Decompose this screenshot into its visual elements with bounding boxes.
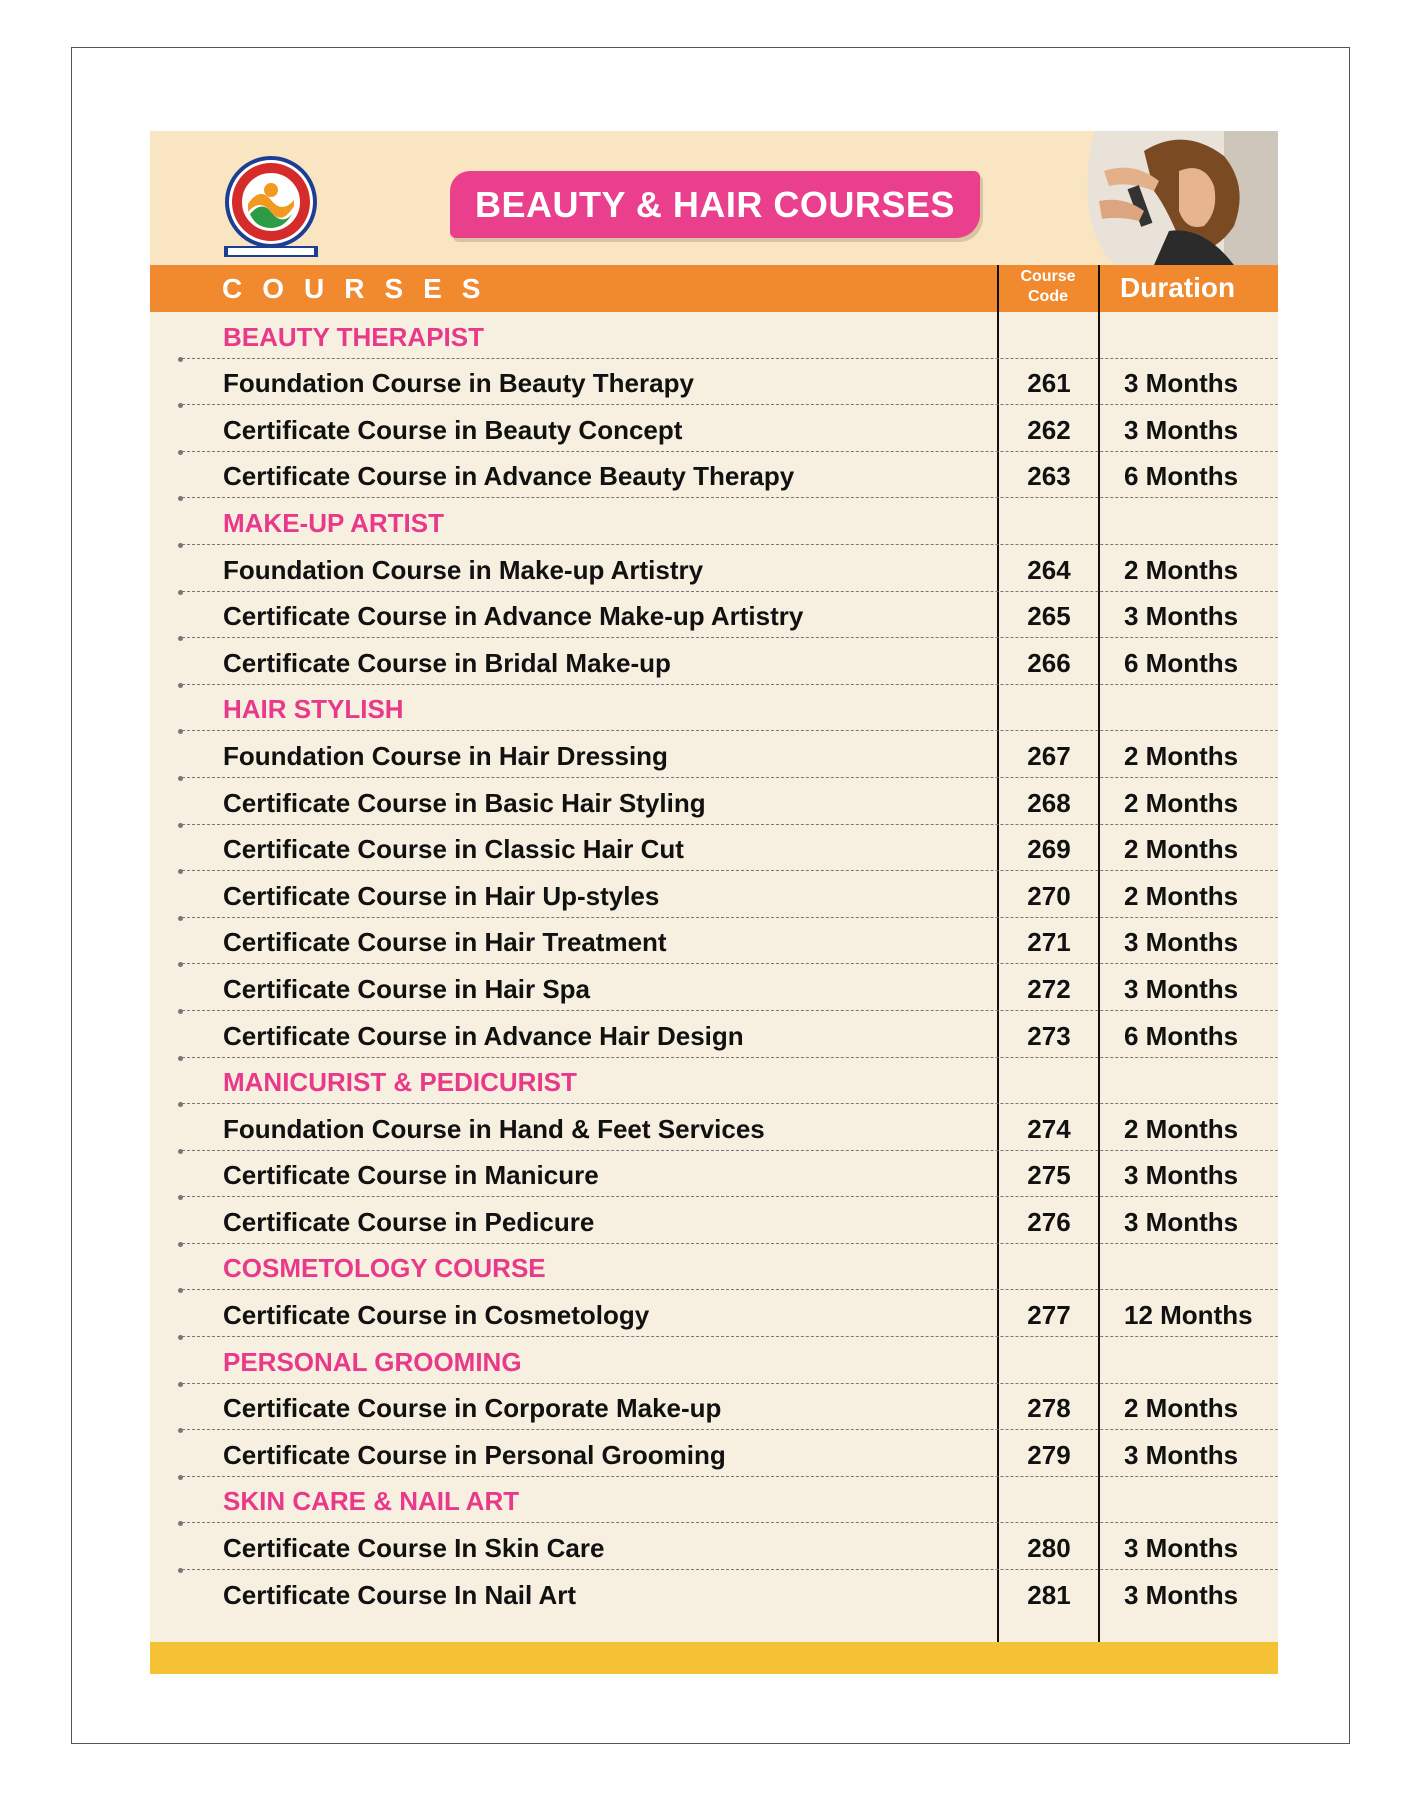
course-code: 266 — [1027, 647, 1071, 678]
footer-bar — [150, 1642, 1278, 1674]
course-code-column-header — [998, 267, 1098, 307]
category-row — [150, 1058, 1278, 1105]
course-name: Certificate Course in Hair Up-styles — [223, 880, 660, 911]
course-row — [150, 1104, 1278, 1151]
course-row — [150, 452, 1278, 499]
course-name: Certificate Course in Personal Grooming — [223, 1439, 726, 1470]
course-row — [150, 1384, 1278, 1431]
course-row — [150, 1290, 1278, 1337]
course-name: Certificate Course in Advance Make-up Artistry — [223, 601, 804, 632]
category-title: MANICURIST & PEDICURIST — [223, 1067, 577, 1098]
header — [150, 131, 1278, 265]
course-duration: 3 Months — [1124, 1160, 1239, 1191]
course-row — [150, 405, 1278, 452]
course-duration: 6 Months — [1124, 1020, 1239, 1051]
course-name: Foundation Course in Make-up Artistry — [223, 554, 704, 585]
course-duration: 3 Months — [1124, 1206, 1239, 1237]
course-name: Certificate Course in Pedicure — [223, 1206, 595, 1237]
course-code: 278 — [1027, 1393, 1071, 1424]
course-code: 264 — [1027, 554, 1071, 585]
course-list — [150, 312, 1278, 1617]
course-code: 279 — [1027, 1439, 1071, 1470]
course-name: Foundation Course in Beauty Therapy — [223, 368, 694, 399]
course-row — [150, 592, 1278, 639]
course-row — [150, 918, 1278, 965]
course-row — [150, 871, 1278, 918]
courses-column-header: COURSES — [222, 273, 501, 304]
course-row — [150, 1430, 1278, 1477]
course-code: 280 — [1027, 1533, 1071, 1564]
course-duration: 6 Months — [1124, 461, 1239, 492]
course-code: 271 — [1027, 927, 1071, 958]
course-code: 270 — [1027, 880, 1071, 911]
course-duration: 2 Months — [1124, 1113, 1239, 1144]
category-title: HAIR STYLISH — [223, 694, 404, 725]
course-row — [150, 545, 1278, 592]
category-title: MAKE-UP ARTIST — [223, 507, 444, 538]
course-name: Certificate Course in Advance Beauty Therapy — [223, 461, 795, 492]
course-code: 262 — [1027, 414, 1071, 445]
category-row — [150, 498, 1278, 545]
course-duration: 2 Months — [1124, 740, 1239, 771]
course-code: 277 — [1027, 1300, 1071, 1331]
category-row — [150, 1477, 1278, 1524]
course-row — [150, 825, 1278, 872]
course-row — [150, 1197, 1278, 1244]
course-name: Foundation Course in Hand & Feet Services — [223, 1113, 765, 1144]
course-code: 276 — [1027, 1206, 1071, 1237]
course-row — [150, 731, 1278, 778]
course-name: Certificate Course in Classic Hair Cut — [223, 834, 684, 865]
course-duration: 2 Months — [1124, 834, 1239, 865]
course-duration: 6 Months — [1124, 647, 1239, 678]
course-name: Certificate Course in Bridal Make-up — [223, 647, 671, 678]
course-duration: 3 Months — [1124, 601, 1239, 632]
category-title: SKIN CARE & NAIL ART — [223, 1486, 520, 1517]
course-code: 273 — [1027, 1020, 1071, 1051]
category-row — [150, 1244, 1278, 1291]
course-name: Certificate Course in Advance Hair Design — [223, 1020, 744, 1051]
course-name: Certificate Course in Hair Spa — [223, 973, 590, 1004]
course-code: 261 — [1027, 368, 1071, 399]
course-name: Certificate Course in Corporate Make-up — [223, 1393, 722, 1424]
course-name: Certificate Course In Skin Care — [223, 1533, 605, 1564]
course-duration: 3 Months — [1124, 973, 1239, 1004]
course-name: Certificate Course in Cosmetology — [223, 1300, 650, 1331]
course-code: 263 — [1027, 461, 1071, 492]
course-code: 275 — [1027, 1160, 1071, 1191]
category-row — [150, 685, 1278, 732]
course-name: Certificate Course in Manicure — [223, 1160, 599, 1191]
course-row — [150, 964, 1278, 1011]
course-row — [150, 638, 1278, 685]
course-duration: 3 Months — [1124, 1579, 1239, 1610]
course-duration: 2 Months — [1124, 880, 1239, 911]
courses-card — [150, 131, 1278, 1674]
category-row — [150, 1337, 1278, 1384]
course-duration: 3 Months — [1124, 1439, 1239, 1470]
course-name: Certificate Course in Hair Treatment — [223, 927, 667, 958]
category-row — [150, 312, 1278, 359]
course-name: Certificate Course in Beauty Concept — [223, 414, 683, 445]
course-code: 274 — [1027, 1113, 1071, 1144]
category-title: BEAUTY THERAPIST — [223, 321, 484, 352]
course-code: 267 — [1027, 740, 1071, 771]
course-duration: 2 Months — [1124, 787, 1239, 818]
category-title: COSMETOLOGY COURSE — [223, 1253, 546, 1284]
course-code: 268 — [1027, 787, 1071, 818]
course-duration: 3 Months — [1124, 927, 1239, 958]
course-duration: 12 Months — [1124, 1300, 1253, 1331]
course-duration: 3 Months — [1124, 1533, 1239, 1564]
course-name: Foundation Course in Hair Dressing — [223, 740, 668, 771]
course-row — [150, 1151, 1278, 1198]
course-duration: 3 Months — [1124, 414, 1239, 445]
course-row — [150, 1570, 1278, 1617]
page-title: BEAUTY & HAIR COURSES — [450, 171, 980, 238]
column-header-band — [150, 265, 1278, 312]
course-code: 265 — [1027, 601, 1071, 632]
course-duration: 2 Months — [1124, 1393, 1239, 1424]
course-code: 272 — [1027, 973, 1071, 1004]
course-row — [150, 1523, 1278, 1570]
course-row — [150, 1011, 1278, 1058]
course-code: 269 — [1027, 834, 1071, 865]
course-row — [150, 778, 1278, 825]
hair-styling-photo — [1074, 131, 1278, 265]
course-duration: 2 Months — [1124, 554, 1239, 585]
category-title: PERSONAL GROOMING — [223, 1346, 522, 1377]
institute-logo — [222, 156, 320, 258]
course-duration: 3 Months — [1124, 368, 1239, 399]
duration-column-header: Duration — [1120, 272, 1236, 303]
course-row — [150, 359, 1278, 406]
course-name: Certificate Course in Basic Hair Styling — [223, 787, 706, 818]
course-code: 281 — [1027, 1579, 1071, 1610]
course-name: Certificate Course In Nail Art — [223, 1579, 577, 1610]
course-code-header-line1: Course — [1020, 268, 1076, 285]
course-code-header-line2: Code — [1028, 288, 1068, 305]
